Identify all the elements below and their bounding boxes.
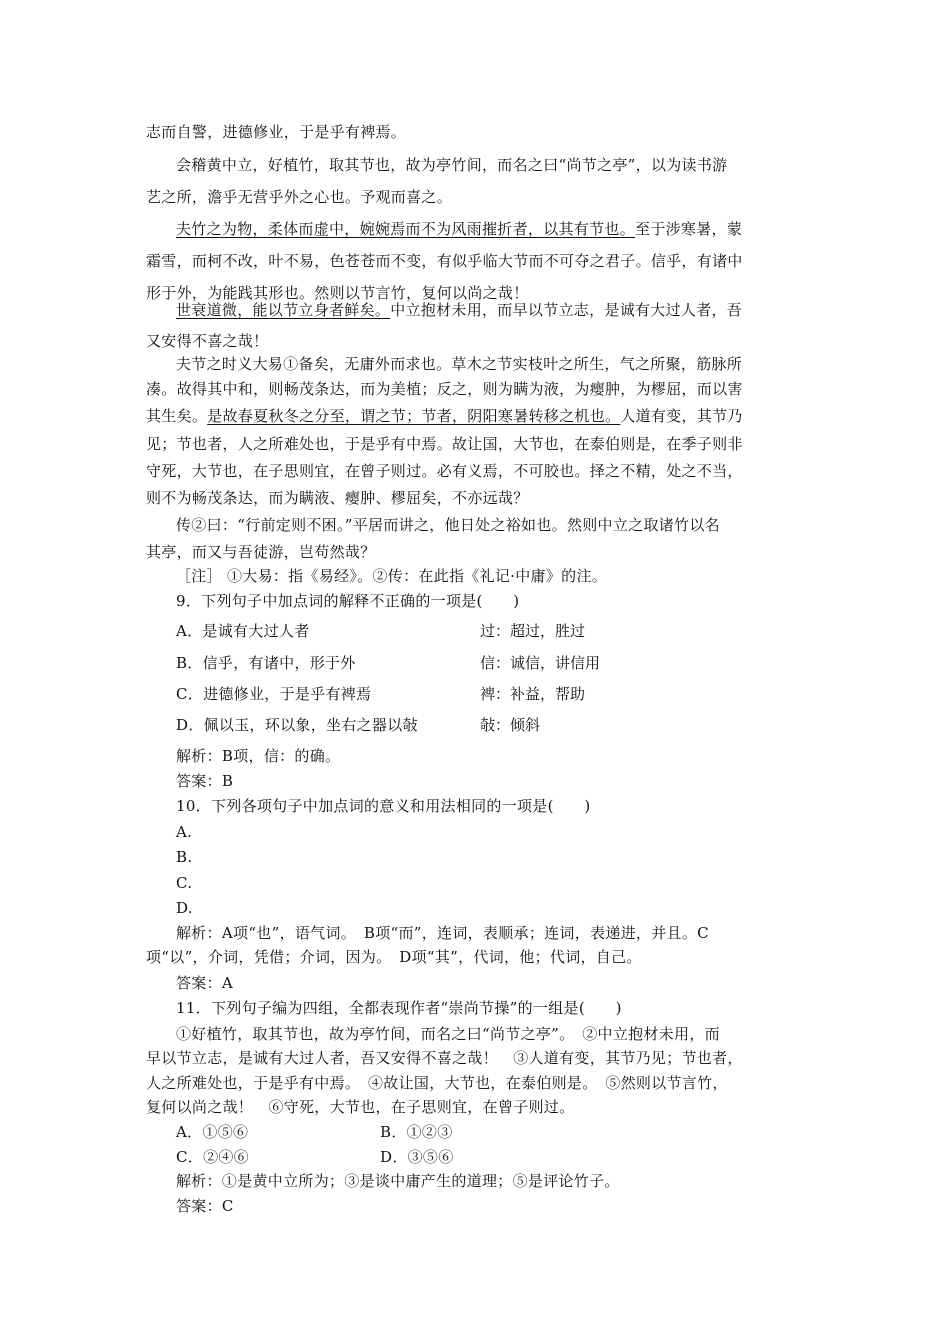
q10-option-d: D.: [176, 899, 193, 917]
q11-analysis: 解析：①是黄中立所为；③是谈中庸产生的道理；⑤是评论竹子。: [176, 1172, 620, 1190]
question-9-stem: 9．下列句子中加点词的解释不正确的一项是( ): [176, 592, 520, 610]
passage-line: 形于外，为能践其形也。然则以节言竹，复何以尚之哉！: [146, 284, 529, 302]
q11-option-d: D．③⑤⑥: [380, 1148, 454, 1166]
q10-option-c: C.: [176, 874, 193, 892]
question-10-stem: 10．下列各项句子中加点词的意义和用法相同的一项是( ): [176, 797, 591, 815]
passage-line: 霜雪，而柯不改，叶不易，色苍苍而不变，有似乎临大节而不可夺之君子。信乎，有诸中: [146, 252, 743, 270]
q11-items: 早以节立志，是诚有大过人者，吾又安得不喜之哉！ ③人道有变，其节乃见；节也者，: [146, 1049, 743, 1067]
q11-items: ①好植竹，取其节也，故为亭竹间，而名之曰“尚节之亭”。 ②中立抱材未用，而: [176, 1025, 720, 1043]
passage-line: 其生矣。是故春夏秋冬之分至，谓之节；节者，阴阳寒暑转移之机也。人道有变，其节乃: [146, 407, 743, 425]
q9-analysis: 解析：B项，信：的确。: [176, 747, 341, 765]
q9-option-d: D．佩以玉，环以象，坐右之器以敧: [176, 716, 418, 734]
q10-analysis: 项“以”，介词，凭借；介词，因为。 D项“其”，代词，他；代词，自己。: [146, 948, 642, 966]
q10-option-a: A.: [176, 823, 193, 841]
q10-analysis: 解析：A项“也”，语气词。 B项“而”，连词，表顺承；连词，表递进，并且。C: [176, 924, 709, 942]
underlined-sentence: 是故春夏秋冬之分至，谓之节；节者，阴阳寒暑转移之机也。: [207, 407, 621, 425]
q9-option-b-gloss: 信：诚信，讲信用: [480, 654, 601, 672]
q9-option-b: B．信乎，有诸中，形于外: [176, 654, 356, 672]
q9-answer: 答案：B: [176, 772, 234, 790]
q10-answer: 答案：A: [176, 974, 234, 992]
q11-items: 人之所难处也，于是乎有中焉。 ④故让国，大节也，在泰伯则是。 ⑤然则以节言竹，: [146, 1074, 728, 1092]
passage-line: 艺之所，澹乎无营乎外之心也。予观而喜之。: [146, 188, 453, 206]
q9-option-c: C．进德修业，于是乎有裨焉: [176, 685, 372, 703]
passage-line: 见；节也者，人之所难处也，于是乎有中焉。故让国，大节也，在泰伯则是，在季子则非: [146, 435, 743, 453]
passage-line: 凑。故得其中和，则畅茂条达，而为美植；反之，则为瞒为液，为瘿肿，为樛屈，而以害: [146, 380, 743, 398]
passage-line: 又安得不喜之哉！: [146, 332, 269, 350]
passage-line: 夫竹之为物，柔体而虚中，婉婉焉而不为风雨摧折者，以其有节也。至于涉寒暑，蒙: [176, 220, 743, 238]
passage-line: 守死，大节也，在子思则宜，在曾子则过。必有义焉，不可胶也。择之不精，处之不当，: [146, 462, 743, 480]
underlined-sentence: 世衰道微，能以节立身者鲜矣。: [176, 301, 391, 319]
passage-line: 会稽黄中立，好植竹，取其节也，故为亭竹间，而名之曰“尚节之亭”，以为读书游: [176, 156, 728, 174]
q11-items: 复何以尚之哉！ ⑥守死，大节也，在子思则宜，在曾子则过。: [146, 1098, 575, 1116]
footnote: ［注］ ①大易：指《易经》。②传：在此指《礼记·中庸》的注。: [176, 567, 608, 585]
passage-line: 其亭，而又与吾徒游，岂苟然哉？: [146, 543, 376, 561]
q9-option-a: A．是诚有大过人者: [176, 622, 310, 640]
q9-option-c-gloss: 裨：补益，帮助: [480, 685, 586, 703]
q11-option-c: C．②④⑥: [176, 1148, 249, 1166]
q10-option-b: B.: [176, 848, 193, 866]
q11-answer: 答案：C: [176, 1197, 234, 1215]
question-11-stem: 11．下列句子编为四组，全都表现作者“崇尚节操”的一组是( ): [176, 999, 622, 1017]
q9-option-a-gloss: 过：超过，胜过: [480, 622, 586, 640]
passage-line: 则不为畅茂条达，而为瞒液、瘿肿、樛屈矣，不亦远哉？: [146, 489, 529, 507]
passage-line: 夫节之时义大易①备矣，无庸外而求也。草木之节实枝叶之所生，气之所聚，筋脉所: [176, 355, 743, 373]
q11-option-b: B．①②③: [380, 1123, 453, 1141]
passage-line: 传②曰：“行前定则不困。”平居而讲之，他日处之裕如也。然则中立之取诸竹以名: [176, 516, 720, 534]
passage-line: 志而自警，进德修业，于是乎有裨焉。: [146, 123, 407, 141]
underlined-sentence: 夫竹之为物，柔体而虚中，婉婉焉而不为风雨摧折者，以其有节也。: [176, 220, 636, 238]
q9-option-d-gloss: 敧：倾斜: [480, 716, 541, 734]
q11-option-a: A．①⑤⑥: [176, 1123, 249, 1141]
passage-line: 世衰道微，能以节立身者鲜矣。中立抱材未用，而早以节立志，是诚有大过人者，吾: [176, 301, 743, 319]
